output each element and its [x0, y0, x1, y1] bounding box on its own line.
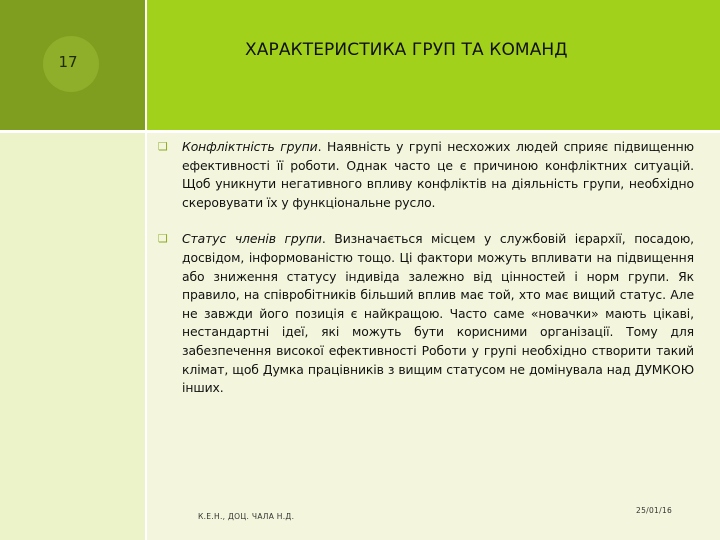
bullet-item: [158, 230, 694, 397]
bullet-paragraph: [182, 138, 694, 212]
vertical-divider: [145, 0, 147, 540]
header-band: [145, 0, 720, 130]
slide-number: 17: [58, 53, 78, 71]
slide-title: ХАРАКТЕРИСТИКА ГРУП ТА КОМАНД: [245, 40, 568, 60]
slide-number-badge: [43, 36, 99, 92]
bullet-text: . Визначається місцем у службовій ієрархії, посадою, досвідом, інформованістю тощо. Ці фактори можуть впливати на підвищення або зниження статусу індивіда залежно від цінностей і норм групи. Як правило, на співробітників більший вплив має той, хто має вищий статус. Але не завжди його позиція є найкращою. Часто саме «новачки» мають цікаві, нестандартні ідеї, які можуть бути корисними організації. Тому для забезпечення високої ефективності Роботи у групі необхідно створити такий клімат, щоб Думка працівників з вищим статусом не домінувала над ДУМКОЮ інших.: [182, 231, 694, 396]
bullet-text: . Наявність у групі несхожих людей сприяє підвищенню ефективності її роботи. Однак часто це є причиною конфліктних ситуацій. Щоб уникнути негативного впливу конфліктів на діяльність групи, необхідно скеровувати їх у функціональне русло.: [182, 139, 694, 210]
bullet-term: Статус членів групи: [182, 231, 322, 247]
bullet-arrow-icon: ❑: [158, 232, 168, 246]
bullet-item: [158, 138, 694, 212]
bullet-arrow-icon: ❑: [158, 140, 168, 153]
bullet-paragraph: [182, 230, 694, 397]
sidebar-bottom-panel: [0, 130, 145, 540]
footer-author: К.Е.Н., ДОЦ. ЧАЛА Н.Д.: [198, 512, 295, 521]
footer-date: 25/01/16: [636, 506, 673, 515]
bullet-term: Конфліктність групи: [182, 139, 318, 154]
horizontal-divider: [0, 130, 720, 133]
slide-body: [158, 138, 694, 416]
